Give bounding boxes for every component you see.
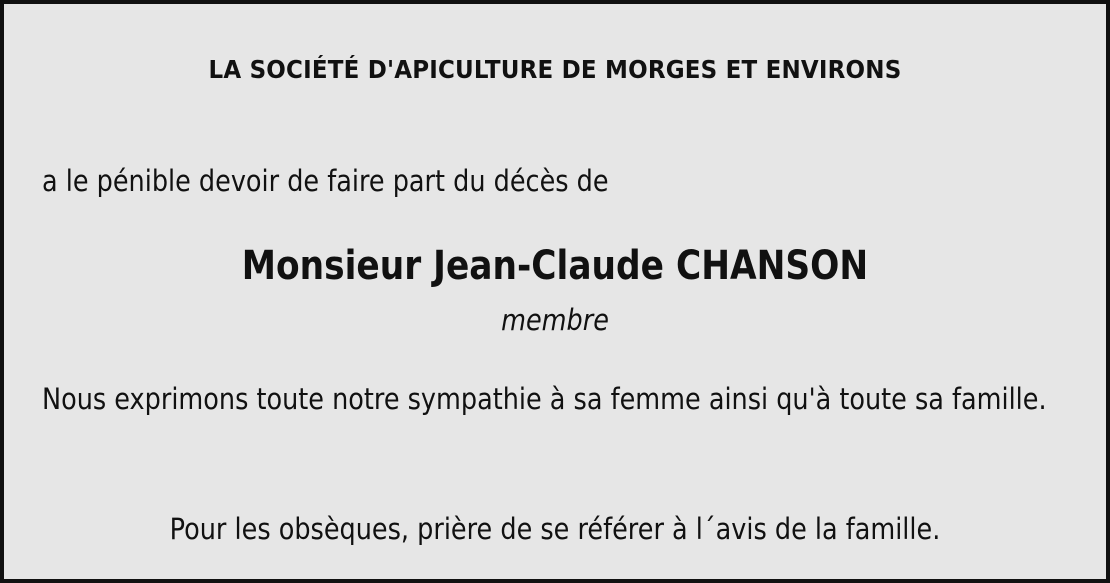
organization-heading: LA SOCIÉTÉ D'APICULTURE DE MORGES ET ENVIRONS bbox=[208, 55, 902, 84]
intro-text: a le pénible devoir de faire part du décès de bbox=[42, 164, 609, 198]
sympathy-text: Nous exprimons toute notre sympathie à sa femme ainsi qu'à toute sa famille. bbox=[42, 382, 1047, 416]
deceased-role: membre bbox=[501, 303, 609, 337]
deceased-name: Monsieur Jean-Claude CHANSON bbox=[241, 243, 869, 289]
funeral-note: Pour les obsèques, prière de se référer à l´avis de la famille. bbox=[169, 512, 941, 546]
